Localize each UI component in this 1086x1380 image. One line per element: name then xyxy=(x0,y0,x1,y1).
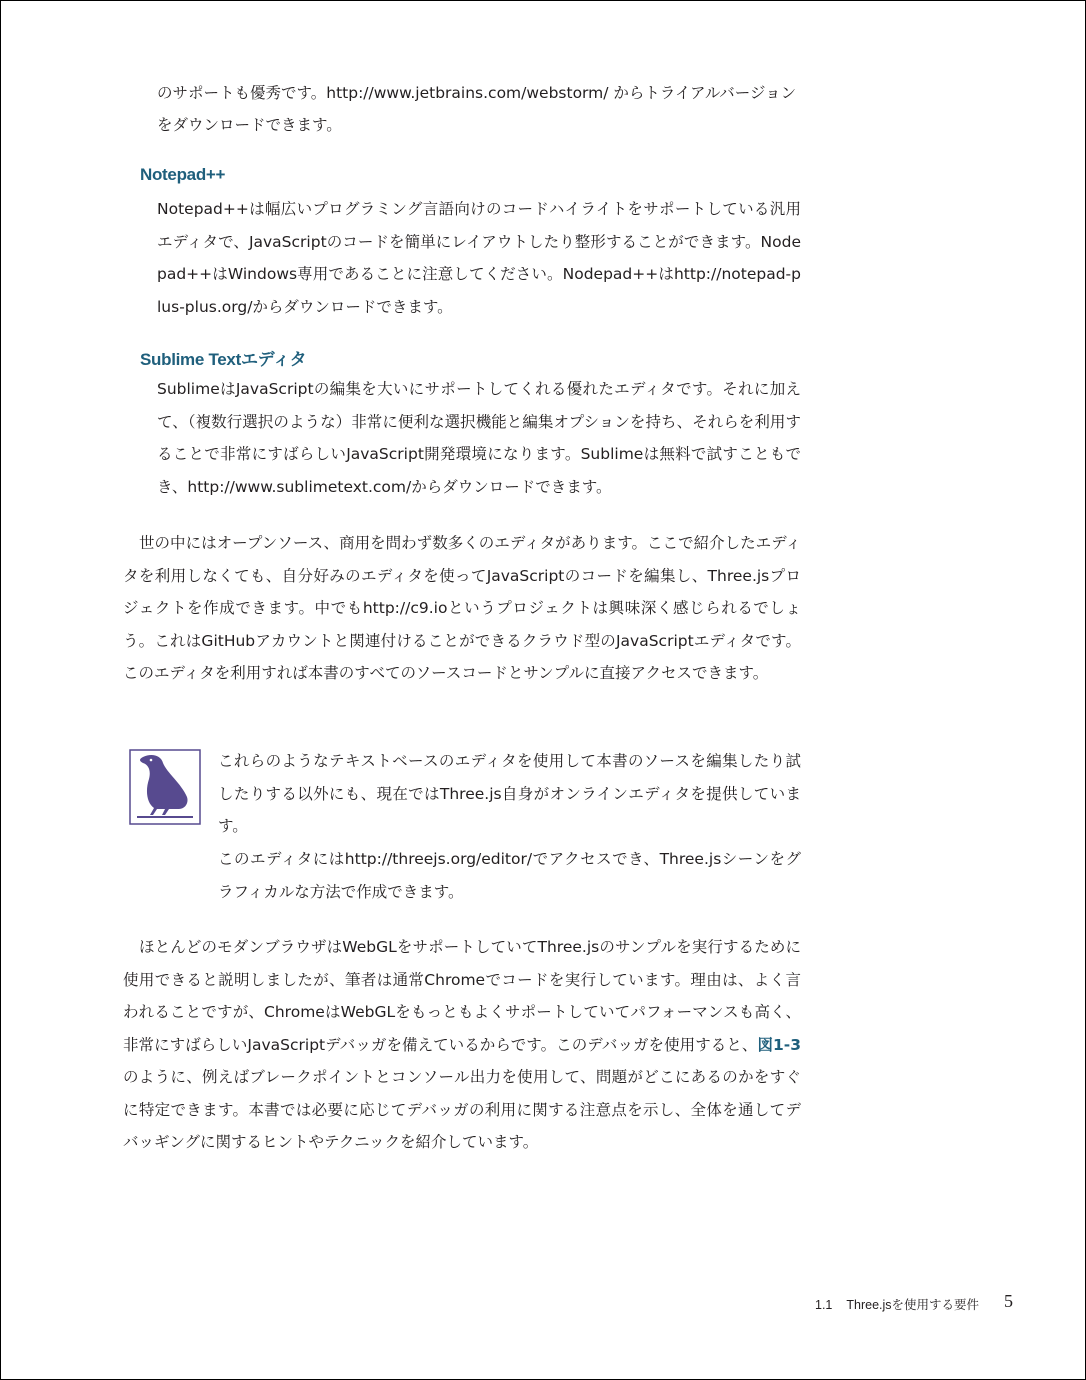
figure-reference-link[interactable]: 図1-3 xyxy=(757,1035,801,1054)
notepad-text: Notepad++は幅広いプログラミング言語向けのコードハイライトをサポートしている汎用エディタで、JavaScriptのコードを簡単にレイアウトしたり整形することができます。Nodepad++はWindows専用であることに注意してください。Nodepad++はhttp://notepad-plus-plus.org/からダウンロードできます。 xyxy=(157,200,801,316)
note-text-1: これらのようなテキストベースのエディタを使用して本書のソースを編集したり試したりする以外にも、現在ではThree.js自身がオンラインエディタを提供しています。 xyxy=(218,752,801,835)
note-text-2: このエディタにはhttp://threejs.org/editor/でアクセスでき、Three.jsシーンをグラフィカルな方法で作成できます。 xyxy=(218,850,801,901)
editors-paragraph: 世の中にはオープンソース、商用を問わず数多くのエディタがあります。ここで紹介したエディタを利用しなくても、自分好みのエディタを使ってJavaScriptのコードを編集し、Three.jsプロジェクトを作成できます。中でもhttp://c9.ioというプロジェクトは興味深く感じられるでしょう。これはGitHubアカウントと関連付けることができるクラウド型のJavaScriptエディタです。このエディタを利用すれば本書のすべてのソースコードとサンプルに直接アクセスできます。 xyxy=(123,534,801,682)
page-number: 5 xyxy=(1004,1291,1013,1311)
chrome-paragraph xyxy=(123,931,801,1159)
sublime-heading: Sublime Textエディタ xyxy=(140,350,307,369)
notepad-heading: Notepad++ xyxy=(140,165,226,184)
bird-icon xyxy=(129,749,201,825)
sublime-text: SublimeはJavaScriptの編集を大いにサポートしてくれる優れたエディタです。それに加えて、（複数行選択のような）非常に便利な選択機能と編集オプションを持ち、それらを利用することで非常にすばらしいJavaScript開発環境になります。Sublimeは無料で試すこともでき、http://www.sublimetext.com/からダウンロードできます。 xyxy=(157,380,801,496)
running-footer xyxy=(815,1295,979,1313)
chrome-text-before: ほとんどのモダンブラウザはWebGLをサポートしていてThree.jsのサンプルを実行するために使用できると説明しましたが、筆者は通常Chromeでコードを実行しています。理由は、よく言われることですが、ChromeはWebGLをもっともよくサポートしていてパフォーマンスも高く、非常にすばらしいJavaScriptデバッガを備えているからです。このデバッガを使用すると、 xyxy=(123,938,801,1054)
intro-line-1: のサポートも優秀です。http://www.jetbrains.com/webstorm/ からトライアルバージョン xyxy=(157,84,797,102)
chrome-text-after: のように、例えばブレークポイントとコンソール出力を使用して、問題がどこにあるのかをすぐに特定できます。本書では必要に応じてデバッガの利用に関する注意点を示し、全体を通してデバッギングに関するヒントやテクニックを紹介しています。 xyxy=(123,1068,801,1151)
section-number: 1.1 xyxy=(815,1298,833,1312)
intro-line-2: をダウンロードできます。 xyxy=(157,116,342,134)
section-title: Three.jsを使用する要件 xyxy=(846,1298,980,1312)
note-block xyxy=(129,749,201,825)
